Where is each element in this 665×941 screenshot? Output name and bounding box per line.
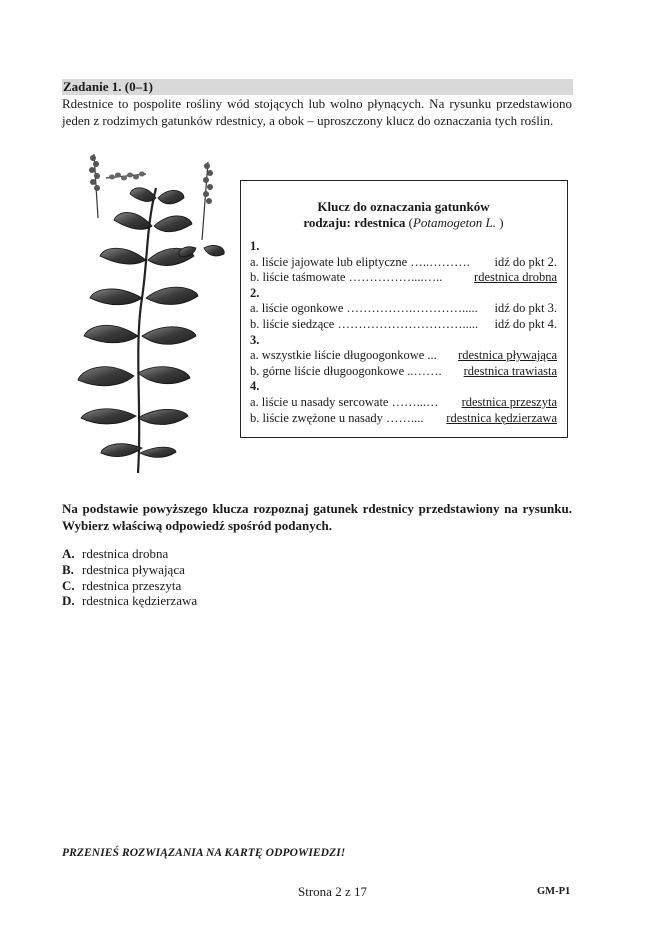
flower-spike-top [106,172,146,181]
key-line [250,301,557,317]
plant-illustration [76,148,232,476]
key-line-criterion: a. wszystkie liście długoogonkowe ... [250,348,437,363]
key-line-result: idź do pkt 3. [494,301,557,316]
key-line-criterion: b. liście zwężone u nasady …….... [250,410,424,425]
identification-key [240,180,568,438]
key-line [250,317,557,333]
key-line-result: rdestnica kędzierzawa [446,410,557,425]
key-line [250,255,557,271]
answer-option-b[interactable] [62,562,197,578]
key-line-criterion: b. górne liście długoogonkowe ..……. [250,363,442,378]
key-line-criterion: a. liście u nasady sercowate ……...… [250,394,439,409]
option-text: rdestnica drobna [82,546,169,561]
option-letter: C. [62,577,75,593]
option-letter: D. [62,593,75,609]
question-text: Na podstawie powyższego klucza rozpoznaj gatunek rdestnicy przedstawiony na rysunku. Wybierz właściwą odpowiedź spośród podanych. [62,501,572,533]
key-title-line2: rodzaju: rdestnica [303,215,406,230]
key-section-number: 1. [250,239,260,253]
answer-options [62,546,197,609]
key-title [250,199,557,231]
flower-spike-left [89,154,100,218]
key-line-result: rdestnica drobna [474,270,557,285]
key-line-criterion: b. liście siedzące …………………………..... [250,316,479,331]
answer-option-d[interactable] [62,593,197,609]
key-line-criterion: b. liście taśmowate ……………....….. [250,270,443,285]
transfer-answers-note: PRZENIEŚ ROZWIĄZANIA NA KARTĘ ODPOWIEDZI! [62,847,346,859]
key-line-result: rdestnica przeszyta [461,394,557,409]
key-line-criterion: a. liście ogonkowe …………….…………..... [250,301,478,316]
option-letter: A. [62,546,75,561]
key-line [250,411,557,427]
option-letter: B. [62,561,74,577]
key-title-line1: Klucz do oznaczania gatunków [317,199,490,214]
option-text: rdestnica kędzierzawa [82,593,198,609]
task-header: Zadanie 1. (0–1) [62,79,573,95]
key-title-paren-close: ) [496,215,504,230]
answer-option-c[interactable] [62,578,197,594]
key-line [250,395,557,411]
page-number: Strona 2 z 17 [298,884,367,899]
flower-spike-right [202,162,213,240]
answer-option-a[interactable] [62,546,197,562]
key-section-number: 3. [250,332,260,347]
key-line-result: rdestnica pływająca [458,348,557,363]
key-body [250,239,557,426]
key-section-number: 4. [250,379,260,394]
key-title-paren-open: ( [405,215,413,230]
key-line-result: idź do pkt 2. [494,254,557,269]
key-line [250,270,557,286]
exam-code: GM-P1 [537,886,571,897]
option-text: rdestnica przeszyta [82,577,182,593]
key-line [250,364,557,380]
key-line-criterion: a. liście jajowate lub eliptyczne …..………. [250,254,470,269]
key-line [250,348,557,364]
key-line-result: rdestnica trawiasta [463,363,557,378]
key-line-result: idź do pkt 4. [494,316,557,331]
key-section-number: 2. [250,285,260,300]
task-intro: Rdestnice to pospolite rośliny wód stojących lub wolno płynących. Na rysunku przedstawiono jeden z rodzimych gatunków rdestnicy, a obok – uproszczony klucz do oznaczania tych roślin. [62,96,572,128]
option-text: rdestnica pływająca [82,561,185,577]
key-title-latin: Potamogeton L. [412,215,496,230]
